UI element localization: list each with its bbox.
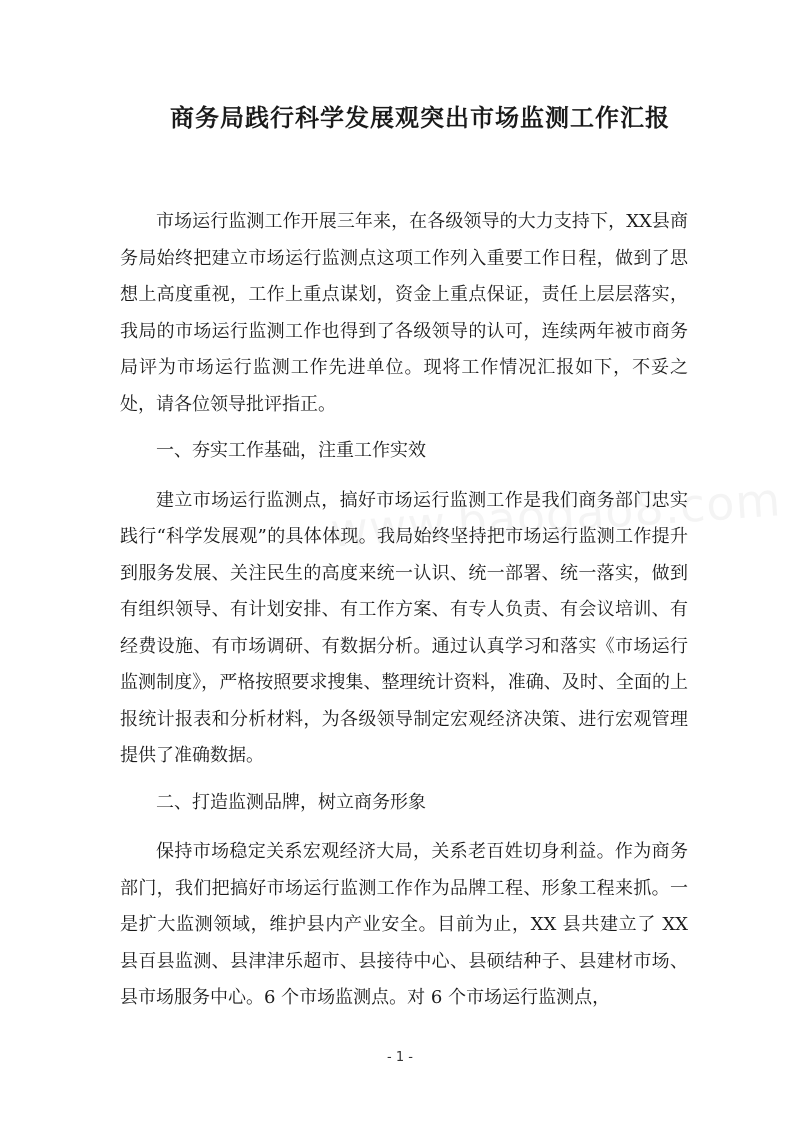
intro-paragraph: 市场运行监测工作开展三年来，在各级领导的大力支持下，XX县商务局始终把建立市场运行监测点这项工作列入重要工作日程，做到了思想上高度重视，工作上重点谋划，资金上重点保证，责任上层层落实，我局的市场运行监测工作也得到了各级领导的认可，连续两年被市商务局评为市场运行监测工作先进单位。现将工作情况汇报如下，不妥之处，请各位领导批评指正。 [120, 211, 688, 415]
section-1-paragraph: 建立市场运行监测点，搞好市场运行监测工作是我们商务部门忠实践行“科学发展观”的具体体现。我局始终坚持把市场运行监测工作提升到服务发展、关注民生的高度来统一认识、统一部署、统一落实，做到有组织领导、有计划安排、有工作方案、有专人负责、有会议培训、有经费设施、有市场调研、有数据分析。通过认真学习和落实《市场运行监测制度》，严格按照要求搜集、整理统计资料，准确、及时、全面的上报统计报表和分析材料，为各级领导制定宏观经济决策、进行宏观管理提供了准确数据。 [120, 489, 688, 766]
section-1-heading: 一、夯实工作基础，注重工作实效 [156, 440, 426, 461]
page-number: - 1 - [387, 1050, 413, 1065]
document-body [120, 204, 688, 1017]
section-2-paragraph: 保持市场稳定关系宏观经济大局，关系老百姓切身利益。作为商务部门，我们把搞好市场运行监测工作作为品牌工程、形象工程来抓。一是扩大监测领域，维护县内产业安全。目前为止，XX 县共建立了 XX 县百县监测、县津津乐超市、县接待中心、县硕结种子、县建材市场、县市场服务中心。6 个市场监测点。对 6 个市场运行监测点， [120, 841, 688, 1008]
section-2-heading: 二、打造监测品牌，树立商务形象 [156, 791, 426, 813]
document-title: 商务局践行科学发展观突出市场监测工作汇报 [170, 104, 670, 132]
